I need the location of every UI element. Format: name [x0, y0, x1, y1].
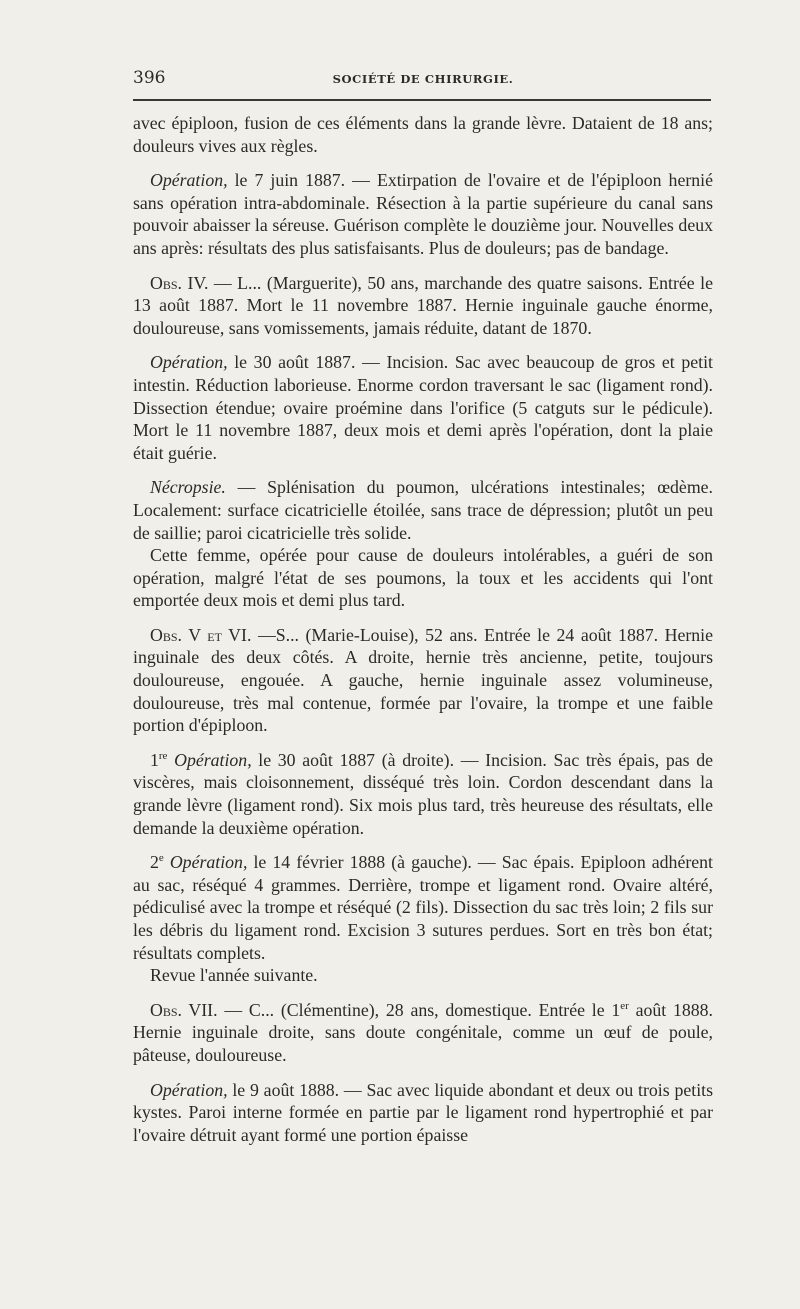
paragraph-8: 1re Opération, le 30 août 1887 (à droite). — Incision. Sac très épais, pas de viscères, mais cloisonnement, disséqué très loin. Cordon descendant dans la grande lèvre (ligament rond). Six mois plus tard, très heureuse des résultats, elle demande la deuxième opération.	[133, 749, 713, 838]
paragraph-11: Obs. VII. — C... (Clémentine), 28 ans, domestique. Entrée le 1er août 1888. Hernie inguinale droite, sans doute congénitale, comme un œuf de poule, pâteuse, douloureuse.	[133, 999, 714, 1065]
paragraph-2: Opération, le 7 juin 1887. — Extirpation de l'ovaire et de l'épiploon hernié sans opération intra-abdominale. Résection à la partie supérieure du canal sans pouvoir abaisser la séreuse. Guérison complète le douzième jour. Nouvelles deux ans après: résultats des plus satisfaisants. Plus de douleurs; pas de bandage.	[133, 170, 713, 258]
paragraph-9: 2e Opération, le 14 février 1888 (à gauche). — Sac épais. Epiploon adhérent au sac, réséqué 4 grammes. Derrière, trompe et ligament rond. Ovaire altéré, pédiculisé avec la trompe et réséqué (2 fils). Dissection du sac très loin; 2 fils sur les débris du ligament rond. Excision 3 sutures perdues. Sort en très bon état; résultats complets.	[133, 852, 713, 963]
header-rule	[133, 99, 711, 101]
paragraph-4: Opération, le 30 août 1887. — Incision. Sac avec beaucoup de gros et petit intestin. Réduction laborieuse. Enorme cordon traversant le sac (ligament rond). Dissection étendue; ovaire proémine dans l'orifice (5 catguts sur le pédicule). Mort le 11 novembre 1887, deux mois et demi après l'opération, dont la plaie était guérie.	[133, 352, 713, 463]
paragraph-3: Obs. IV. — L... (Marguerite), 50 ans, marchande des quatre saisons. Entrée le 13 août 1887. Mort le 11 novembre 1887. Hernie inguinale gauche énorme, douloureuse, sans vomissements, jamais réduite, datant de 1870.	[133, 272, 713, 338]
running-head: SOCIÉTÉ DE CHIRURGIE.	[332, 72, 514, 86]
paragraph-7: Obs. V et VI. —S... (Marie-Louise), 52 ans. Entrée le 24 août 1887. Hernie inguinale des deux côtés. A droite, hernie très ancienne, petite, toujours douloureuse, engouée. A gauche, hernie inguinale assez volumineuse, douloureuse, très mal contenue, formée par l'ovaire, la trompe et une faible portion d'épiploon.	[133, 624, 713, 736]
paragraph-1: avec épiploon, fusion de ces éléments dans la grande lèvre. Dataient de 18 ans; douleurs vives aux règles.	[133, 113, 713, 156]
paragraph-10: Revue l'année suivante.	[150, 965, 318, 986]
page-header	[133, 62, 713, 92]
paragraph-5: Nécropsie. — Splénisation du poumon, ulcérations intestinales; œdème. Localement: surface cicatricielle étoilée, sans trace de dépression; plutôt un peu de saillie; paroi cicatricielle très solide.	[133, 477, 713, 543]
paragraph-12: Opération, le 9 août 1888. — Sac avec liquide abondant et deux ou trois petits kystes. Paroi interne formée en partie par le ligament rond hypertrophié et par l'ovaire détruit ayant formé une portion épaisse	[133, 1079, 713, 1145]
page-number: 396	[133, 68, 166, 88]
body-text	[133, 112, 713, 1146]
paragraph-6: Cette femme, opérée pour cause de douleurs intolérables, a guéri de son opération, malgré l'état de ses poumons, la toux et les accidents qui l'ont emportée deux mois et demi plus tard.	[133, 545, 713, 611]
